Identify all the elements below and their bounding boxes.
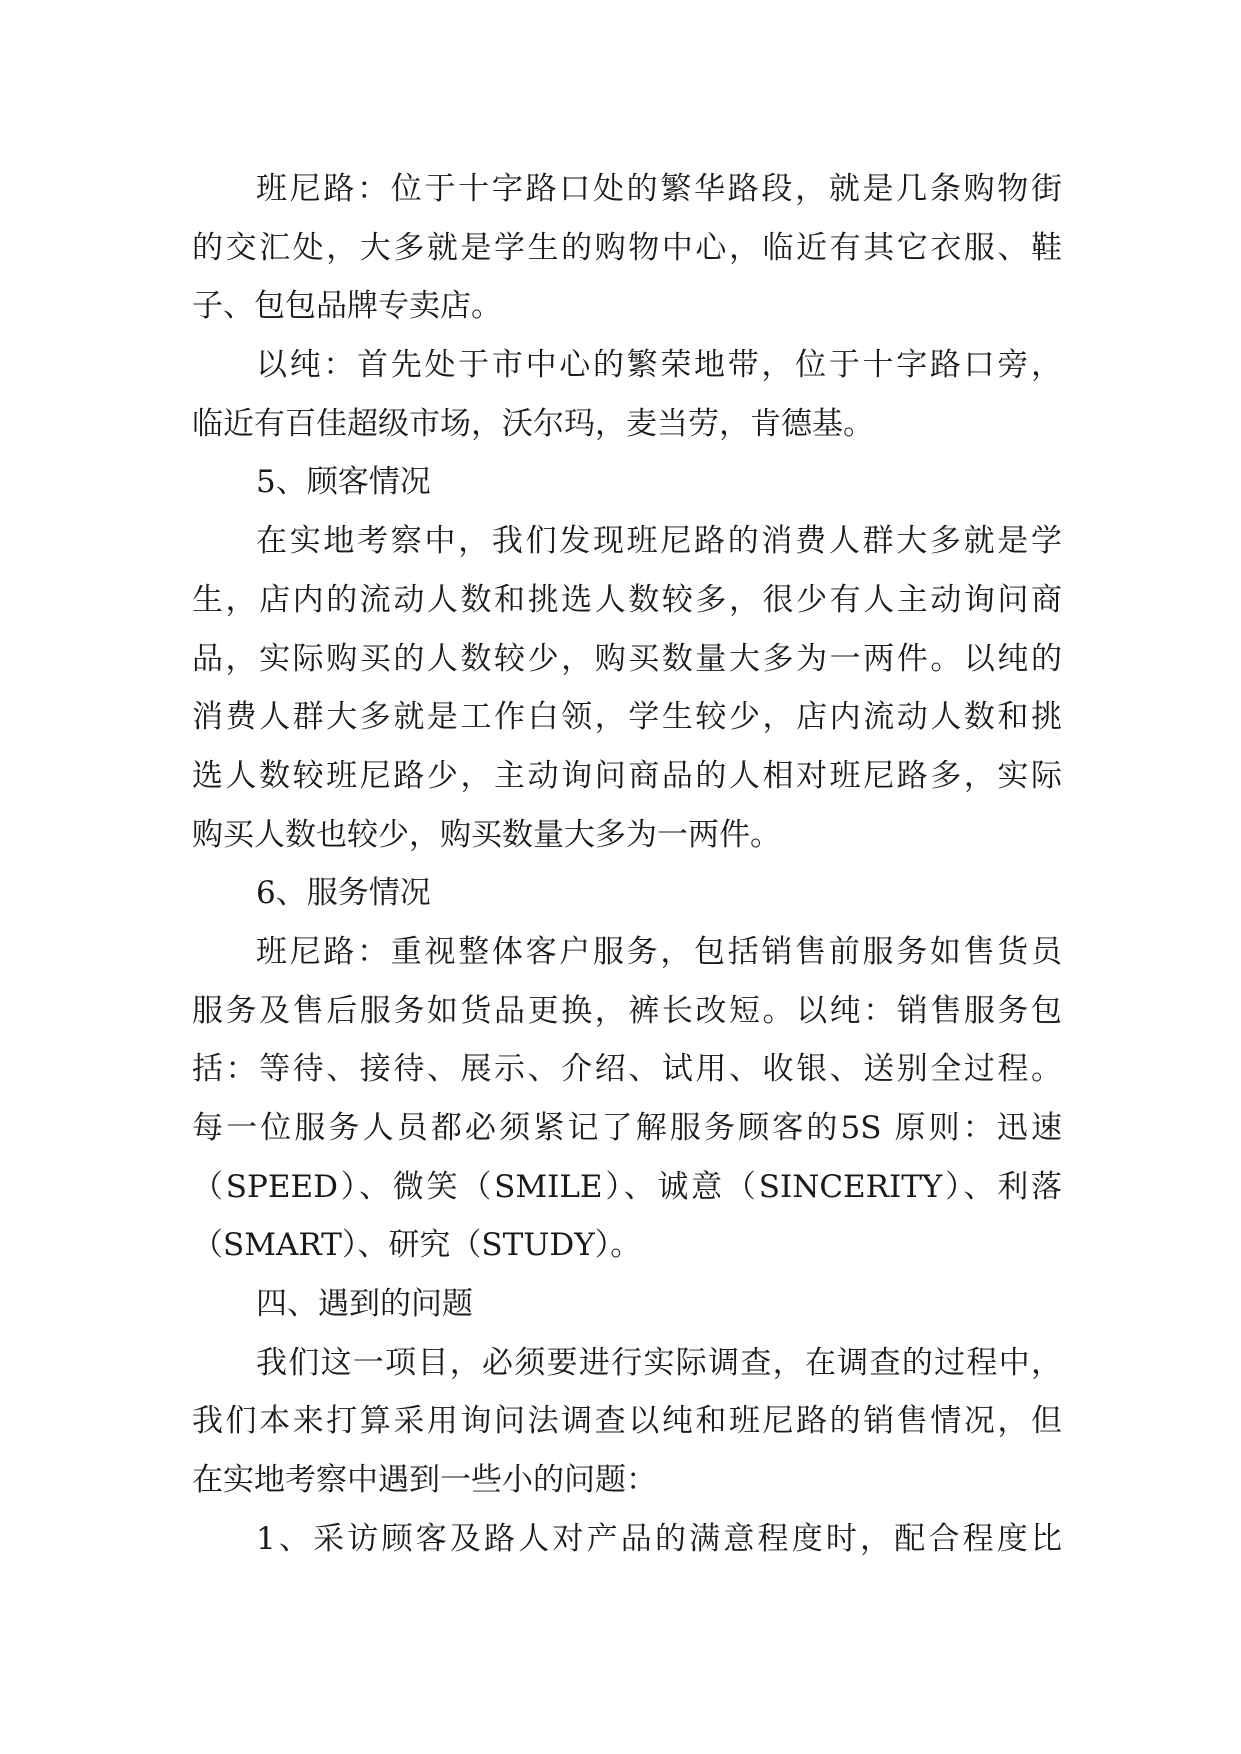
text-line: 服务及售后服务如货品更换，裤长改短。以纯：销售服务包 [192,992,1062,1029]
text-line: 班尼路：位于十字路口处的繁华路段，就是几条购物街 [256,171,1062,207]
text-line: 6、服务情况 [256,875,431,912]
text-line: （SMART）、研究（STUDY）。 [192,1227,642,1264]
document-body [192,160,1062,1569]
text-line: 子、包包品牌专卖店。 [192,288,502,325]
text-line: 我们本来打算采用询问法调查以纯和班尼路的销售情况，但 [192,1403,1062,1440]
text-line: 班尼路：重视整体客户服务，包括销售前服务如售货员 [256,933,1062,970]
text-line: 消费人群大多就是工作白领，学生较少，店内流动人数和挑 [192,699,1062,736]
text-line: 购买人数也较少，购买数量大多为一两件。 [192,816,781,853]
text-line: 选人数较班尼路少，主动询问商品的人相对班尼路多，实际 [192,757,1062,794]
text-line: （SPEED）、微笑（SMILE）、诚意（SINCERITY）、利落 [192,1168,1062,1205]
text-line: 括：等待、接待、展示、介绍、试用、收银、送别全过程。 [192,1051,1062,1088]
text-line: 的交汇处，大多就是学生的购物中心，临近有其它衣服、鞋 [192,229,1062,266]
text-line: 四、遇到的问题 [256,1286,473,1323]
text-line: 5、顾客情况 [256,464,431,501]
text-line: 以纯：首先处于市中心的繁荣地带，位于十字路口旁， [256,347,1062,384]
text-line: 每一位服务人员都必须紧记了解服务顾客的5S 原则：迅速 [192,1110,1062,1146]
text-line: 临近有百佳超级市场，沃尔玛，麦当劳，肯德基。 [192,405,874,442]
text-line: 在实地考察中，我们发现班尼路的消费人群大多就是学 [256,523,1062,560]
text-line: 在实地考察中遇到一些小的问题： [192,1462,657,1499]
text-line: 1、采访顾客及路人对产品的满意程度时，配合程度比 [256,1520,1062,1557]
text-line: 我们这一项目，必须要进行实际调查，在调查的过程中， [256,1344,1062,1381]
text-line: 品，实际购买的人数较少，购买数量大多为一两件。以纯的 [192,640,1062,677]
text-line: 生，店内的流动人数和挑选人数较多，很少有人主动询问商 [192,581,1062,618]
